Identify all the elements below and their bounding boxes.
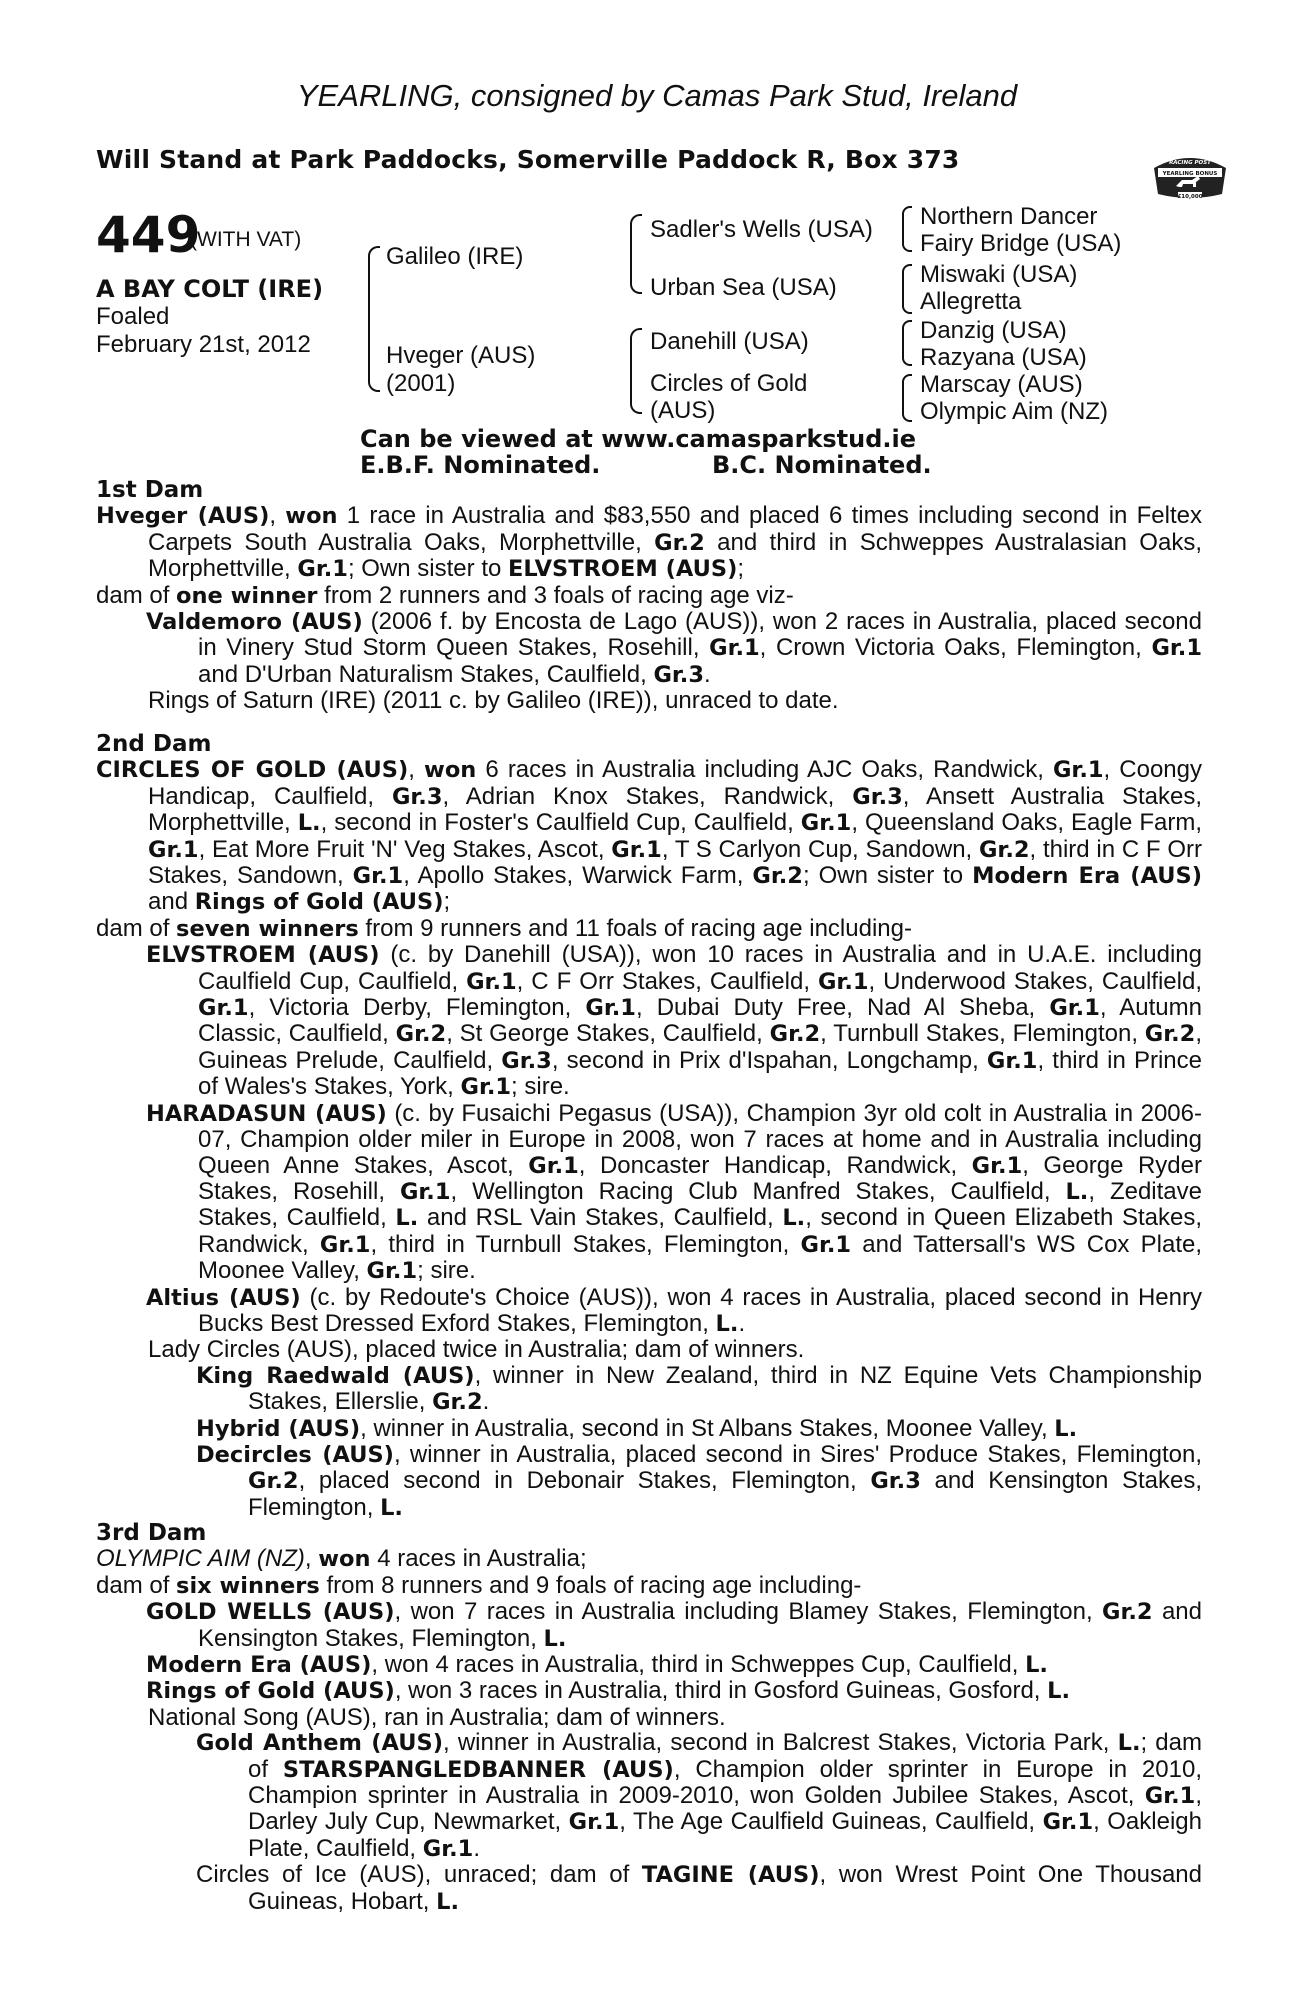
bc-note: B.C. Nominated. bbox=[712, 451, 932, 479]
third-dam-foal: Rings of Gold (AUS), won 3 races in Australia, third in Gosford Guineas, Gosford, L. bbox=[146, 1677, 1071, 1705]
brace-sire bbox=[630, 214, 642, 294]
brace-dd bbox=[902, 374, 912, 422]
ebf-note: E.B.F. Nominated. bbox=[360, 451, 601, 479]
first-dam-foal: Rings of Saturn (IRE) (2011 c. by Galileo (IRE)), unraced to date. bbox=[148, 687, 839, 715]
ped-ddd: Olympic Aim (NZ) bbox=[920, 398, 1108, 425]
brace-dam bbox=[630, 328, 642, 414]
stand-location: Will Stand at Park Paddocks, Somerville Paddock R, Box 373 bbox=[96, 145, 960, 174]
ped-sss: Northern Dancer bbox=[920, 203, 1098, 230]
first-dam-produce: dam of one winner from 2 runners and 3 foals of racing age viz- bbox=[96, 581, 794, 609]
grand-foal: Circles of Ice (AUS), unraced; dam of TAGINE (AUS), won Wrest Point One Thousand Guineas, Hobart, L. bbox=[196, 1861, 1202, 1915]
second-dam-section bbox=[96, 732, 1202, 1521]
dam-dam-country: (AUS) bbox=[650, 397, 716, 424]
third-dam-foal: National Song (AUS), ran in Australia; dam of winners. bbox=[148, 1703, 726, 1731]
third-dam-section bbox=[96, 1521, 1202, 1915]
second-dam-record: CIRCLES OF GOLD (AUS), won 6 races in Australia including AJC Oaks, Randwick, Gr.1, Coongy Handicap, Caulfield, Gr.3, Adrian Knox Stakes, Randwick, Gr.3, Ansett Australia Stakes, Morphettville, L., second in Foster's Caulfield Cup, Caulfield, Gr.1, Queensland Oaks, Eagle Farm, Gr.1, Eat More Fruit 'N' Veg Stakes, Ascot, Gr.1, T S Carlyon Cup, Sandown, Gr.2, third in C F Orr Stakes, Sandown, Gr.1, Apollo Stakes, Warwick Farm, Gr.2; Own sister to Modern Era (AUS) and Rings of Gold (AUS); bbox=[96, 756, 1203, 916]
first-dam-record: Hveger (AUS), won 1 race in Australia and $83,550 and placed 6 times including second in Feltex Carpets South Australia Oaks, Morphettville, Gr.2 and third in Schweppes Australasian Oaks, Morphettville, Gr.1; Own sister to ELVSTROEM (AUS); bbox=[96, 502, 1202, 583]
third-dam-produce: dam of six winners from 8 runners and 9 foals of racing age including- bbox=[96, 1571, 862, 1599]
dam-name: Hveger (AUS) bbox=[386, 342, 536, 369]
svg-text:YEARLING BONUS: YEARLING BONUS bbox=[1162, 171, 1218, 177]
grand-foal: Decircles (AUS), winner in Australia, placed second in Sires' Produce Stakes, Flemington, Gr.2, placed second in Debonair Stakes, Flemington, Gr.3 and Kensington Stakes, Flemington, L. bbox=[196, 1440, 1202, 1521]
ped-sds: Miswaki (USA) bbox=[920, 261, 1078, 288]
dam-sire: Danehill (USA) bbox=[650, 328, 809, 355]
grand-foal: King Raedwald (AUS), winner in New Zealand, third in NZ Equine Vets Championship Stakes, Ellerslie, Gr.2. bbox=[196, 1361, 1202, 1416]
third-dam-foal: Modern Era (AUS), won 4 races in Australia, third in Schweppes Cup, Caulfield, L. bbox=[146, 1651, 1048, 1679]
brace-ds bbox=[902, 320, 912, 366]
dam-year: (2001) bbox=[386, 370, 456, 397]
second-dam-foal: Lady Circles (AUS), placed twice in Australia; dam of winners. bbox=[148, 1336, 805, 1364]
dam-dam: Circles of Gold bbox=[650, 370, 808, 397]
second-dam-heading: 2nd Dam bbox=[96, 731, 212, 757]
foaled-date: February 21st, 2012 bbox=[96, 331, 311, 358]
viewing-note: Can be viewed at www.camasparkstud.ie bbox=[360, 425, 917, 453]
foaled-label: Foaled bbox=[96, 303, 170, 330]
sire-name: Galileo (IRE) bbox=[386, 243, 524, 270]
lot-number: 449 bbox=[96, 206, 201, 264]
second-dam-foal: Altius (AUS) (c. by Redoute's Choice (AUS)), won 4 races in Australia, placed second in Henry Bucks Best Dressed Exford Stakes, Flemington, L.. bbox=[146, 1283, 1202, 1337]
sire-sire: Sadler's Wells (USA) bbox=[650, 216, 873, 243]
sire-dam: Urban Sea (USA) bbox=[650, 274, 837, 301]
third-dam-foal: GOLD WELLS (AUS), won 7 races in Australia including Blamey Stakes, Flemington, Gr.2 and Kensington Stakes, Flemington, L. bbox=[146, 1598, 1202, 1652]
brace-sd bbox=[902, 264, 912, 314]
ped-dds: Marscay (AUS) bbox=[920, 371, 1083, 398]
ped-dss: Danzig (USA) bbox=[920, 317, 1067, 344]
ped-ssd: Fairy Bridge (USA) bbox=[920, 230, 1122, 257]
brace-ss bbox=[902, 206, 912, 252]
third-dam-record: OLYMPIC AIM (NZ), won 4 races in Australia; bbox=[96, 1545, 587, 1573]
third-dam-heading: 3rd Dam bbox=[96, 1520, 207, 1546]
grand-foal: Gold Anthem (AUS), winner in Australia, second in Balcrest Stakes, Victoria Park, L.; dam of STARSPANGLEDBANNER (AUS), Champion older sprinter in Europe in 2010, Champion sprinter in Australia in 2009-2010, won Golden Jubilee Stakes, Ascot, Gr.1, Darley July Cup, Newmarket, Gr.1, The Age Caulfield Guineas, Caulfield, Gr.1, Oakleigh Plate, Caulfield, Gr.1. bbox=[196, 1729, 1202, 1862]
svg-text:£10,000: £10,000 bbox=[1177, 194, 1203, 200]
first-dam-section bbox=[96, 478, 1202, 714]
grand-foal: Hybrid (AUS), winner in Australia, second in St Albans Stakes, Moonee Valley, L. bbox=[196, 1414, 1078, 1442]
ped-sdd: Allegretta bbox=[920, 288, 1022, 315]
vat-note: (WITH VAT) bbox=[190, 228, 302, 251]
second-dam-produce: dam of seven winners from 9 runners and 11 foals of racing age including- bbox=[96, 914, 912, 942]
yearling-bonus-badge bbox=[1150, 148, 1230, 202]
second-dam-foal: HARADASUN (AUS) (c. by Fusaichi Pegasus (USA)), Champion 3yr old colt in Australia in 2006-07, Champion older miler in Europe in 2008, won 7 races at home and in Australia including Queen Anne Stakes, Ascot, Gr.1, Doncaster Handicap, Randwick, Gr.1, George Ryder Stakes, Rosehill, Gr.1, Wellington Racing Club Manfred Stakes, Caulfield, L., Zeditave Stakes, Caulfield, L. and RSL Vain Stakes, Caulfield, L., second in Queen Elizabeth Stakes, Randwick, Gr.1, third in Turnbull Stakes, Flemington, Gr.1 and Tattersall's WS Cox Plate, Moonee Valley, Gr.1; sire. bbox=[146, 1099, 1203, 1285]
page-title: YEARLING, consigned by Camas Park Stud, Ireland bbox=[296, 78, 1018, 113]
first-dam-heading: 1st Dam bbox=[96, 477, 204, 503]
horse-name: A BAY COLT (IRE) bbox=[96, 275, 324, 303]
second-dam-foal: ELVSTROEM (AUS) (c. by Danehill (USA)), won 10 races in Australia and in U.A.E. including Caulfield Cup, Caulfield, Gr.1, C F Orr Stakes, Caulfield, Gr.1, Underwood Stakes, Caulfield, Gr.1, Victoria Derby, Flemington, Gr.1, Dubai Duty Free, Nad Al Sheba, Gr.1, Autumn Classic, Caulfield, Gr.2, St George Stakes, Caulfield, Gr.2, Turnbull Stakes, Flemington, Gr.2, Guineas Prelude, Caulfield, Gr.3, second in Prix d'Ispahan, Longchamp, Gr.1, third in Prince of Wales's Stakes, York, Gr.1; sire. bbox=[146, 941, 1203, 1101]
first-dam-foal: Valdemoro (AUS) (2006 f. by Encosta de Lago (AUS)), won 2 races in Australia, placed second in Vinery Stud Storm Queen Stakes, Rosehill, Gr.1, Crown Victoria Oaks, Flemington, Gr.1 and D'Urban Naturalism Stakes, Caulfield, Gr.3. bbox=[146, 608, 1203, 688]
brace-sire-dam bbox=[368, 246, 380, 392]
ped-dsd: Razyana (USA) bbox=[920, 344, 1087, 371]
svg-text:RACING POST: RACING POST bbox=[1169, 160, 1211, 166]
